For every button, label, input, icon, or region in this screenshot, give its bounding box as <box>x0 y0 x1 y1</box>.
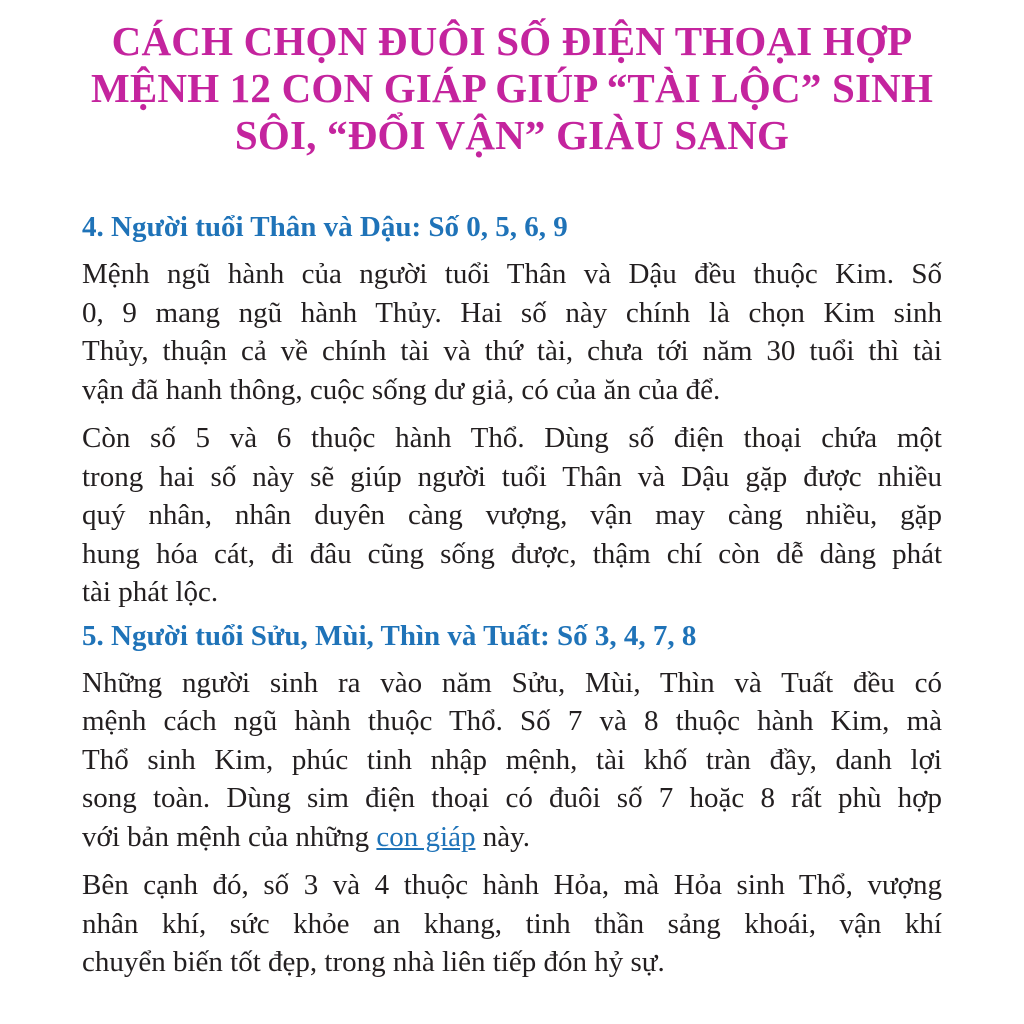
section-5-paragraph-2 <box>82 866 942 982</box>
text-line: Thủy, thuận cả về chính tài và thứ tài, chưa tới năm 30 tuổi thì tài <box>82 335 942 367</box>
text-line: 0, 9 mang ngũ hành Thủy. Hai số này chính là chọn Kim sinh <box>82 296 942 329</box>
title-line-2: MỆNH 12 CON GIÁP GIÚP “TÀI LỘC” SINH <box>90 65 934 111</box>
title-line-3: SÔI, “ĐỔI VẬN” GIÀU SANG <box>234 112 790 158</box>
text-line: trong hai số này sẽ giúp người tuổi Thân và Dậu gặp được nhiều <box>82 460 942 493</box>
text-line: nhân khí, sức khỏe an khang, tinh thần sảng khoái, vận khí <box>82 907 942 940</box>
text-line: hung hóa cát, đi đâu cũng sống được, thậm chí còn dễ dàng phát <box>82 537 942 570</box>
text-line: vận đã hanh thông, cuộc sống dư giả, có của ăn của để. <box>82 373 721 406</box>
text-line <box>82 818 942 857</box>
section-5-heading: 5. Người tuổi Sửu, Mùi, Thìn và Tuất: Số 3, 4, 7, 8 <box>82 619 697 652</box>
title-line-1: CÁCH CHỌN ĐUÔI SỐ ĐIỆN THOẠI HỢP <box>111 18 913 64</box>
text-line: quý nhân, nhân duyên càng vượng, vận may càng nhiều, gặp <box>82 499 942 531</box>
section-5-paragraph-1 <box>82 664 942 857</box>
section-4-heading: 4. Người tuổi Thân và Dậu: Số 0, 5, 6, 9 <box>82 211 568 243</box>
text-line: mệnh cách ngũ hành thuộc Thổ. Số 7 và 8 thuộc hành Kim, mà <box>82 705 942 737</box>
text-line: Còn số 5 và 6 thuộc hành Thổ. Dùng số điện thoại chứa một <box>82 422 942 454</box>
text-fragment: này. <box>475 820 530 853</box>
text-line: Những người sinh ra vào năm Sửu, Mùi, Thìn và Tuất đều có <box>82 666 942 699</box>
page-title <box>82 18 942 159</box>
section-4-paragraph-1 <box>82 255 942 409</box>
section-4-paragraph-2 <box>82 419 942 612</box>
text-line: song toàn. Dùng sim điện thoại có đuôi số 7 hoặc 8 rất phù hợp <box>82 782 942 814</box>
con-giap-link[interactable]: con giáp <box>376 820 476 853</box>
text-line: Mệnh ngũ hành của người tuổi Thân và Dậu đều thuộc Kim. Số <box>82 258 942 290</box>
text-line: tài phát lộc. <box>82 576 219 608</box>
text-line: Thổ sinh Kim, phúc tinh nhập mệnh, tài khố tràn đầy, danh lợi <box>82 743 942 776</box>
text-line: Bên cạnh đó, số 3 và 4 thuộc hành Hỏa, mà Hỏa sinh Thổ, vượng <box>82 869 942 901</box>
text-line: chuyển biến tốt đẹp, trong nhà liên tiếp đón hỷ sự. <box>82 946 665 978</box>
text-fragment: với bản mệnh của những <box>82 820 377 853</box>
